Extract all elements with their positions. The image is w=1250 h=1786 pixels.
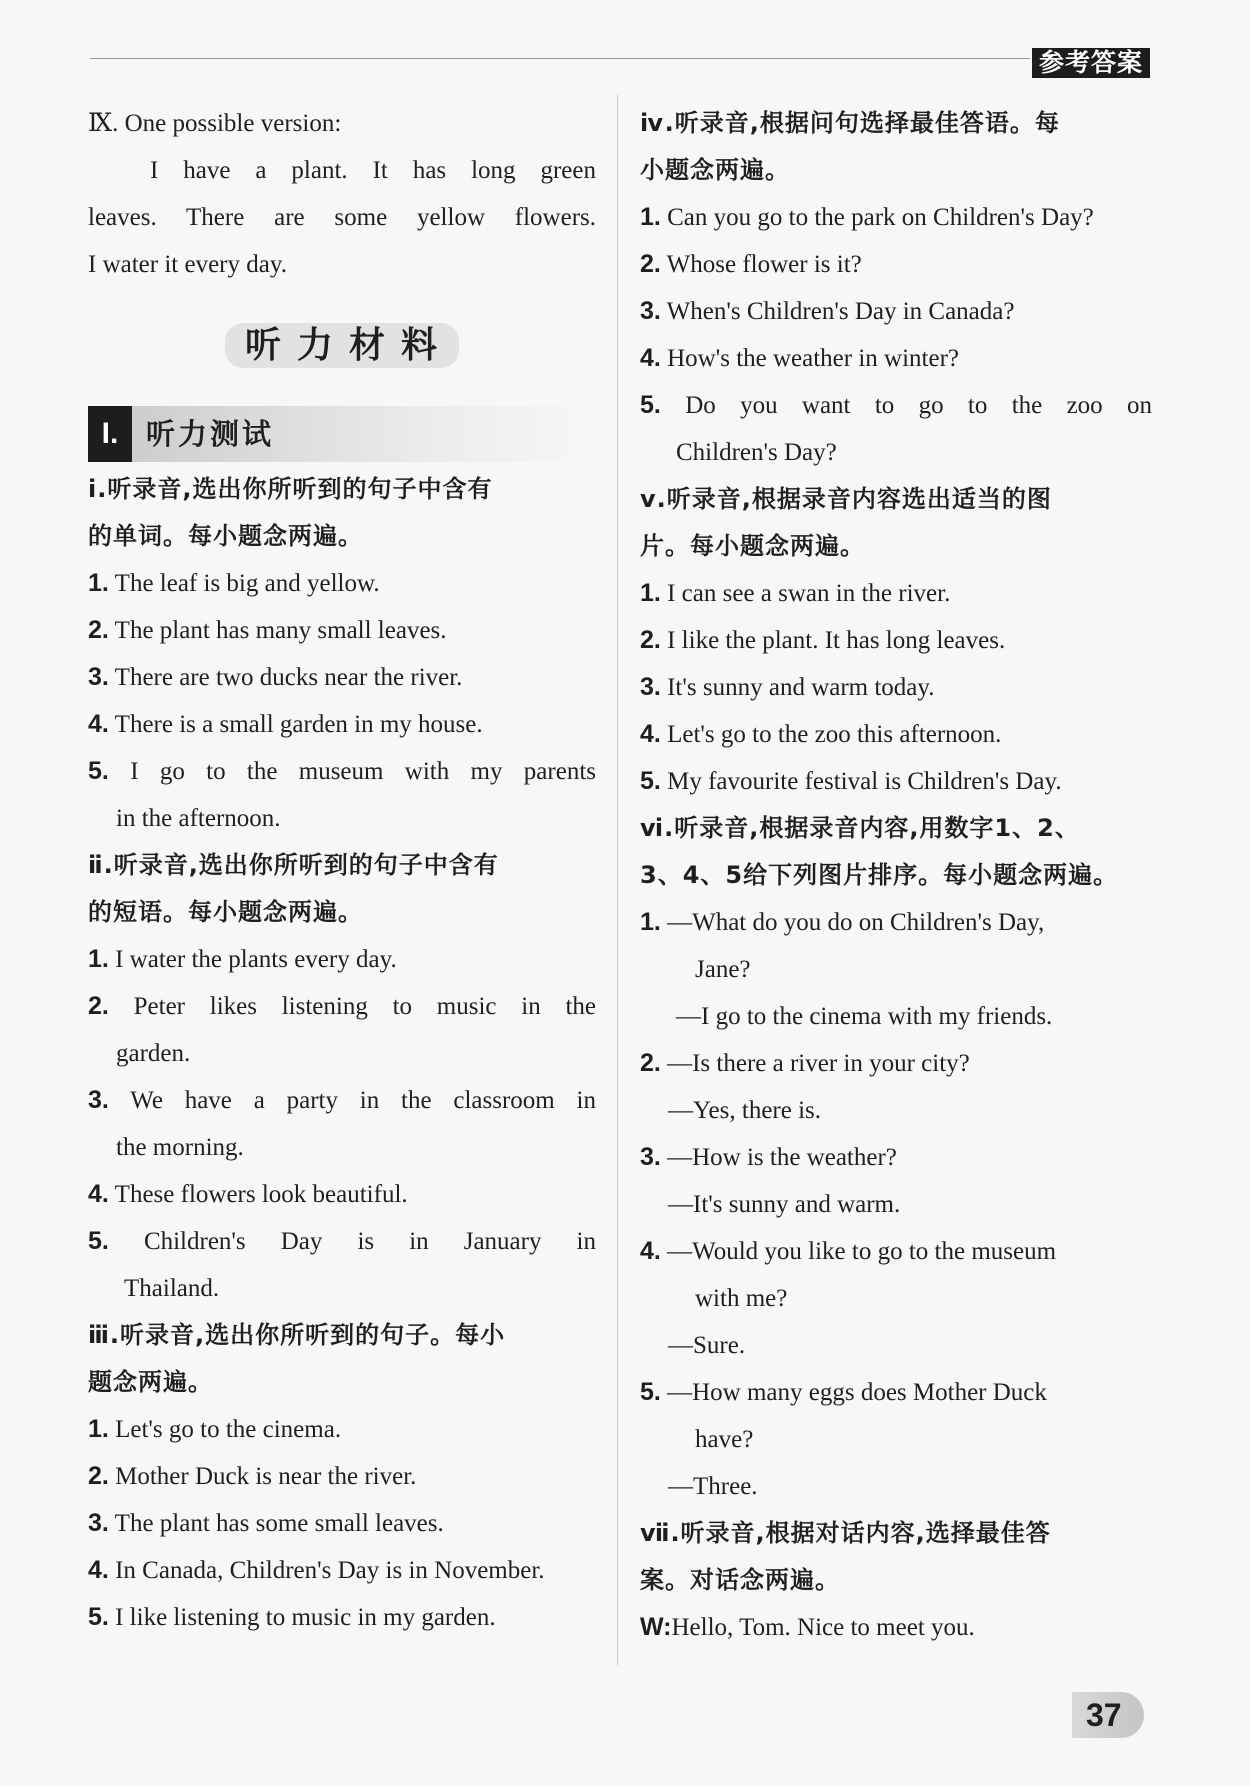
item-number: 2.: [640, 250, 661, 278]
item-text: Mother Duck is near the river.: [115, 1463, 417, 1490]
item-text: —What do you do on Children's Day,: [667, 909, 1045, 936]
item-text: —How is the weather?: [667, 1144, 897, 1171]
part7-instruction-1: ⅶ.听录音,根据对话内容,选择最佳答: [640, 1519, 1051, 1547]
item-number: 1.: [88, 945, 109, 973]
item-number: 3.: [88, 1086, 109, 1114]
part5-item: [640, 570, 1152, 617]
writing-heading-text: One possible version:: [124, 110, 342, 137]
part1-item-cont: in the afternoon.: [116, 805, 281, 832]
part4-item: [640, 241, 1152, 288]
part6-item-cont: have?: [695, 1426, 754, 1453]
part3-instruction-1: ⅲ.听录音,选出你所听到的句子。每小: [88, 1321, 506, 1349]
item-number: 2.: [640, 626, 661, 654]
part3-item: [88, 1547, 596, 1594]
column-divider: [617, 95, 618, 1665]
part3-item: [88, 1453, 596, 1500]
part1-item: [88, 560, 596, 607]
part6-item-cont: Jane?: [695, 956, 751, 983]
part6-item-reply: —I go to the cinema with my friends.: [676, 1003, 1053, 1030]
part6-instruction-2: 3、4、5给下列图片排序。每小题念两遍。: [640, 861, 1119, 889]
part2-item: [88, 1077, 596, 1124]
item-text: The leaf is big and yellow.: [114, 570, 380, 597]
part2-item-cont: garden.: [116, 1040, 191, 1067]
item-number: 5.: [640, 391, 661, 419]
part1-item: [88, 654, 596, 701]
item-text: Children's Day is in January in: [143, 1228, 596, 1255]
part2-item-cont: the morning.: [116, 1134, 244, 1161]
item-text: It's sunny and warm today.: [667, 674, 935, 701]
section-title: [88, 314, 596, 378]
item-number: 2.: [88, 616, 109, 644]
part6-item: [640, 899, 1152, 946]
item-text: Can you go to the park on Children's Day?: [667, 204, 1094, 231]
item-text: Do you want to go to the zoo on: [685, 392, 1152, 419]
part6-item: [640, 1369, 1152, 1416]
part6-item: [640, 1040, 1152, 1087]
writing-heading-num: Ⅸ.: [88, 110, 119, 137]
writing-line-1: I have a plant. It has long green: [150, 157, 596, 184]
part4-item: [640, 382, 1152, 429]
left-column: [88, 100, 596, 1641]
part1-item: [88, 748, 596, 795]
item-number: 5.: [640, 767, 661, 795]
part2-item: [88, 1218, 596, 1265]
item-number: 4.: [640, 1237, 661, 1265]
banner-num: I.: [88, 406, 132, 462]
part5-item: [640, 617, 1152, 664]
item-text: Whose flower is it?: [666, 251, 862, 278]
part5-instruction-2: 片。每小题念两遍。: [640, 532, 865, 560]
part1-instruction-2: 的单词。每小题念两遍。: [88, 522, 363, 550]
item-number: 1.: [640, 579, 661, 607]
part6-instruction-1: ⅵ.听录音,根据录音内容,用数字1、2、: [640, 814, 1080, 842]
item-number: 2.: [88, 992, 109, 1020]
part6-item-cont: with me?: [695, 1285, 788, 1312]
part6-item: [640, 1228, 1152, 1275]
part4-item: [640, 194, 1152, 241]
part4-instruction-1: ⅳ.听录音,根据问句选择最佳答语。每: [640, 109, 1060, 137]
item-text: Let's go to the zoo this afternoon.: [667, 721, 1002, 748]
section-banner: [88, 406, 596, 462]
part6-item: [640, 1134, 1152, 1181]
item-number: 2.: [88, 1462, 109, 1490]
header-rule: [90, 58, 1030, 59]
part1-item: [88, 607, 596, 654]
writing-line-3: I water it every day.: [88, 251, 287, 278]
page-number: 37: [1072, 1692, 1144, 1738]
item-text: I can see a swan in the river.: [667, 580, 951, 607]
item-number: 3.: [640, 673, 661, 701]
part1-instruction-1: ⅰ.听录音,选出你所听到的句子中含有: [88, 475, 493, 503]
part5-item: [640, 711, 1152, 758]
part4-item: [640, 335, 1152, 382]
part4-item: [640, 288, 1152, 335]
part4-item-cont: Children's Day?: [676, 439, 837, 466]
part1-item: [88, 701, 596, 748]
item-text: My favourite festival is Children's Day.: [667, 768, 1062, 795]
item-text: When's Children's Day in Canada?: [666, 298, 1015, 325]
item-number: 3.: [88, 1509, 109, 1537]
part3-item: [88, 1500, 596, 1547]
item-text: There is a small garden in my house.: [114, 711, 483, 738]
part6-item-reply: —Three.: [668, 1473, 758, 1500]
part6-item-reply: —It's sunny and warm.: [668, 1191, 901, 1218]
item-number: 1.: [88, 569, 109, 597]
writing-line-2: leaves. There are some yellow flowers.: [88, 204, 596, 231]
item-number: 5.: [88, 757, 109, 785]
item-number: 4.: [640, 720, 661, 748]
item-text: I go to the museum with my parents: [130, 758, 597, 785]
item-text: I water the plants every day.: [115, 946, 397, 973]
part2-instruction-2: 的短语。每小题念两遍。: [88, 898, 363, 926]
part2-instruction-1: ⅱ.听录音,选出你所听到的句子中含有: [88, 851, 499, 879]
part5-instruction-1: ⅴ.听录音,根据录音内容选出适当的图: [640, 485, 1052, 513]
item-number: 3.: [88, 663, 109, 691]
dialog-speaker: W:: [640, 1613, 672, 1641]
item-number: 5.: [88, 1227, 109, 1255]
part4-instruction-2: 小题念两遍。: [640, 156, 790, 184]
part2-item-cont: Thailand.: [124, 1275, 220, 1302]
part5-item: [640, 758, 1152, 805]
item-text: Peter likes listening to music in the: [133, 993, 597, 1020]
part7-instruction-2: 案。对话念两遍。: [640, 1566, 840, 1594]
part3-item: [88, 1406, 596, 1453]
item-text: These flowers look beautiful.: [114, 1181, 408, 1208]
item-number: 4.: [88, 1556, 109, 1584]
item-number: 1.: [640, 203, 661, 231]
item-text: Let's go to the cinema.: [115, 1416, 342, 1443]
writing-heading: [88, 100, 596, 147]
item-number: 4.: [640, 344, 661, 372]
part2-item: [88, 1171, 596, 1218]
item-text: —Is there a river in your city?: [667, 1050, 970, 1077]
part5-item: [640, 664, 1152, 711]
part3-instruction-2: 题念两遍。: [88, 1368, 213, 1396]
part6-item-reply: —Sure.: [668, 1332, 746, 1359]
dialog-line: [640, 1604, 1152, 1651]
dialog-text: Hello, Tom. Nice to meet you.: [671, 1614, 975, 1641]
part2-item: [88, 983, 596, 1030]
item-number: 4.: [88, 710, 109, 738]
item-text: In Canada, Children's Day is in November.: [115, 1557, 545, 1584]
part3-item: [88, 1594, 596, 1641]
item-text: We have a party in the classroom in: [130, 1087, 596, 1114]
item-text: I like the plant. It has long leaves.: [667, 627, 1006, 654]
item-text: The plant has many small leaves.: [114, 617, 447, 644]
item-number: 1.: [640, 908, 661, 936]
item-text: The plant has some small leaves.: [114, 1510, 444, 1537]
part2-item: [88, 936, 596, 983]
item-number: 3.: [640, 297, 661, 325]
right-column: [640, 100, 1152, 1651]
item-text: —Would you like to go to the museum: [667, 1238, 1057, 1265]
item-text: There are two ducks near the river.: [114, 664, 463, 691]
section-title-text: 听力材料: [225, 323, 459, 368]
banner-text: 听力测试: [146, 417, 275, 451]
item-number: 2.: [640, 1049, 661, 1077]
item-number: 5.: [640, 1378, 661, 1406]
item-number: 5.: [88, 1603, 109, 1631]
item-text: I like listening to music in my garden.: [115, 1604, 496, 1631]
item-text: How's the weather in winter?: [667, 345, 960, 372]
header-label: 参考答案: [1032, 48, 1150, 78]
item-text: —How many eggs does Mother Duck: [667, 1379, 1047, 1406]
part6-item-reply: —Yes, there is.: [668, 1097, 822, 1124]
item-number: 3.: [640, 1143, 661, 1171]
item-number: 4.: [88, 1180, 109, 1208]
item-number: 1.: [88, 1415, 109, 1443]
